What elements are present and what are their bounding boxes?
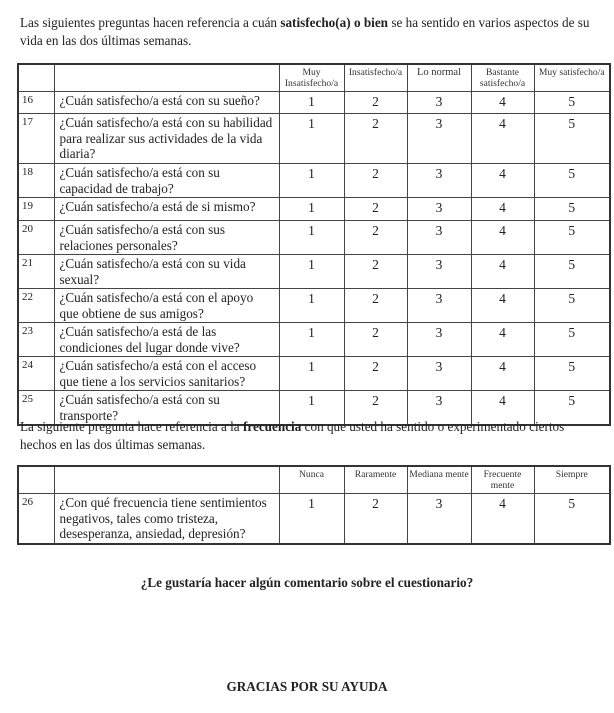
question-number: 20 <box>18 221 54 255</box>
answer-option-3[interactable]: 3 <box>407 357 471 391</box>
answer-option-4[interactable]: 4 <box>471 323 534 357</box>
answer-option-3[interactable]: 3 <box>407 221 471 255</box>
intro-emphasis: satisfecho(a) o bien <box>280 15 389 30</box>
question-text: ¿Cuán satisfecho/a está con el apoyo que obtiene de sus amigos? <box>54 289 279 323</box>
answer-option-3[interactable]: 3 <box>407 494 471 544</box>
table-header-row <box>18 64 610 92</box>
comment-question: ¿Le gustaría hacer algún comentario sobre el cuestionario? <box>140 575 474 590</box>
question-text: ¿Cuán satisfecho/a está con su capacidad de trabajo? <box>54 164 279 198</box>
question-number: 24 <box>18 357 54 391</box>
answer-option-2[interactable]: 2 <box>344 323 407 357</box>
answer-option-5[interactable]: 5 <box>534 164 610 198</box>
header-option: Bastante satisfecho/a <box>471 64 534 92</box>
answer-option-4[interactable]: 4 <box>471 357 534 391</box>
answer-option-1[interactable]: 1 <box>279 164 344 198</box>
answer-option-1[interactable]: 1 <box>279 92 344 114</box>
question-row <box>18 494 610 544</box>
answer-option-1[interactable]: 1 <box>279 198 344 221</box>
question-row <box>18 198 610 221</box>
question-text: ¿Cuán satisfecho/a está con su vida sexual? <box>54 255 279 289</box>
question-row <box>18 92 610 114</box>
question-row <box>18 323 610 357</box>
answer-option-5[interactable]: 5 <box>534 289 610 323</box>
question-number: 18 <box>18 164 54 198</box>
header-option: Insatisfecho/a <box>344 64 407 92</box>
answer-option-4[interactable]: 4 <box>471 255 534 289</box>
answer-option-5[interactable]: 5 <box>534 391 610 426</box>
header-num-cell <box>18 466 54 494</box>
answer-option-4[interactable]: 4 <box>471 391 534 426</box>
answer-option-1[interactable]: 1 <box>279 289 344 323</box>
answer-option-5[interactable]: 5 <box>534 255 610 289</box>
intro-emphasis: frecuencia <box>242 419 302 434</box>
question-row <box>18 221 610 255</box>
question-number: 22 <box>18 289 54 323</box>
question-text: ¿Cuán satisfecho/a está con el acceso que tiene a los servicios sanitarios? <box>54 357 279 391</box>
question-text: ¿Cuán satisfecho/a está con sus relaciones personales? <box>54 221 279 255</box>
header-question-cell <box>54 64 279 92</box>
question-text: ¿Cuán satisfecho/a está con su habilidad para realizar sus actividades de la vida diaria? <box>54 114 279 164</box>
section2-intro: La siguiente pregunta hace referencia a la frecuencia con que usted ha sentido o experimentado ciertos hechos en las dos últimas semanas. <box>20 419 565 452</box>
question-number: 19 <box>18 198 54 221</box>
question-text: ¿Cuán satisfecho/a está de si mismo? <box>54 198 279 221</box>
answer-option-4[interactable]: 4 <box>471 164 534 198</box>
header-option: Siempre <box>534 466 610 494</box>
answer-option-2[interactable]: 2 <box>344 357 407 391</box>
answer-option-3[interactable]: 3 <box>407 92 471 114</box>
answer-option-2[interactable]: 2 <box>344 255 407 289</box>
header-question-cell <box>54 466 279 494</box>
header-option: Nunca <box>279 466 344 494</box>
answer-option-5[interactable]: 5 <box>534 92 610 114</box>
answer-option-1[interactable]: 1 <box>279 221 344 255</box>
section1-intro: Las siguientes preguntas hacen referencia a cuán satisfecho(a) o bien se ha sentido en varios aspectos de su vida en las dos últimas semanas. <box>20 15 590 48</box>
answer-option-3[interactable]: 3 <box>407 255 471 289</box>
thanks-message: GRACIAS POR SU AYUDA <box>226 679 388 694</box>
question-row <box>18 164 610 198</box>
answer-option-1[interactable]: 1 <box>279 323 344 357</box>
question-number: 23 <box>18 323 54 357</box>
question-number: 16 <box>18 92 54 114</box>
question-number: 26 <box>18 494 54 544</box>
answer-option-4[interactable]: 4 <box>471 92 534 114</box>
answer-option-2[interactable]: 2 <box>344 494 407 544</box>
header-option: Raramente <box>344 466 407 494</box>
answer-option-2[interactable]: 2 <box>344 92 407 114</box>
answer-option-2[interactable]: 2 <box>344 289 407 323</box>
answer-option-4[interactable]: 4 <box>471 114 534 164</box>
answer-option-4[interactable]: 4 <box>471 221 534 255</box>
question-row <box>18 289 610 323</box>
answer-option-1[interactable]: 1 <box>279 494 344 544</box>
answer-option-3[interactable]: 3 <box>407 323 471 357</box>
question-number: 21 <box>18 255 54 289</box>
question-number: 25 <box>18 391 54 426</box>
question-text: ¿Cuán satisfecho/a está con su sueño? <box>54 92 279 114</box>
answer-option-2[interactable]: 2 <box>344 221 407 255</box>
question-row <box>18 114 610 164</box>
question-row <box>18 255 610 289</box>
satisfaction-table <box>17 63 611 426</box>
header-option: Lo normal <box>407 64 471 92</box>
question-row <box>18 357 610 391</box>
answer-option-5[interactable]: 5 <box>534 198 610 221</box>
answer-option-4[interactable]: 4 <box>471 289 534 323</box>
answer-option-3[interactable]: 3 <box>407 198 471 221</box>
answer-option-1[interactable]: 1 <box>279 357 344 391</box>
answer-option-1[interactable]: 1 <box>279 114 344 164</box>
answer-option-3[interactable]: 3 <box>407 289 471 323</box>
table-header-row <box>18 466 610 494</box>
answer-option-2[interactable]: 2 <box>344 114 407 164</box>
answer-option-1[interactable]: 1 <box>279 255 344 289</box>
answer-option-4[interactable]: 4 <box>471 198 534 221</box>
header-option: Frecuente mente <box>471 466 534 494</box>
answer-option-2[interactable]: 2 <box>344 164 407 198</box>
frequency-table <box>17 465 611 545</box>
answer-option-4[interactable]: 4 <box>471 494 534 544</box>
answer-option-5[interactable]: 5 <box>534 357 610 391</box>
header-option: Muy satisfecho/a <box>534 64 610 92</box>
answer-option-5[interactable]: 5 <box>534 221 610 255</box>
header-option: Mediana mente <box>407 466 471 494</box>
question-text: ¿Con qué frecuencia tiene sentimientos negativos, tales como tristeza, desesperanza, ansiedad, depresión? <box>54 494 279 544</box>
answer-option-1[interactable]: 1 <box>279 391 344 426</box>
answer-option-2[interactable]: 2 <box>344 198 407 221</box>
answer-option-3[interactable]: 3 <box>407 391 471 426</box>
answer-option-2[interactable]: 2 <box>344 391 407 426</box>
header-option: Muy Insatisfecho/a <box>279 64 344 92</box>
answer-option-3[interactable]: 3 <box>407 164 471 198</box>
answer-option-5[interactable]: 5 <box>534 323 610 357</box>
question-text: ¿Cuán satisfecho/a está con su transporte? <box>54 391 279 426</box>
answer-option-3[interactable]: 3 <box>407 114 471 164</box>
question-number: 17 <box>18 114 54 164</box>
question-text: ¿Cuán satisfecho/a está de las condiciones del lugar donde vive? <box>54 323 279 357</box>
header-num-cell <box>18 64 54 92</box>
answer-option-5[interactable]: 5 <box>534 114 610 164</box>
answer-option-5[interactable]: 5 <box>534 494 610 544</box>
